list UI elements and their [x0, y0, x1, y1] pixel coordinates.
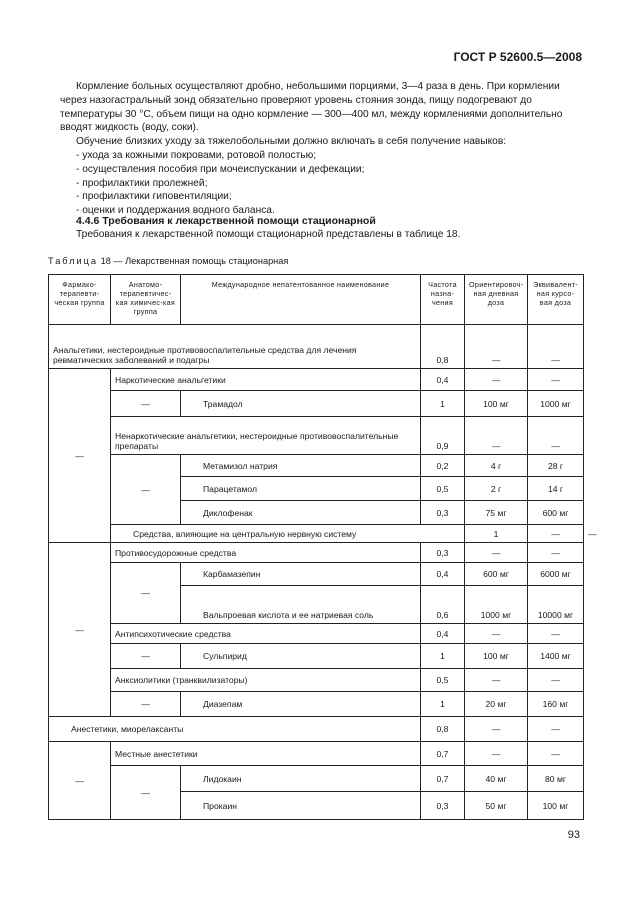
document-header: ГОСТ Р 52600.5—2008: [453, 50, 582, 64]
table-row: [49, 717, 584, 742]
skills-list: [76, 149, 364, 218]
row-name: Антипсихотические средства: [111, 624, 421, 644]
row-daily-dose: 2 г: [465, 477, 528, 501]
row-frequency: 1: [421, 692, 465, 717]
row-course-dose: —: [528, 742, 584, 766]
row-course-dose: —: [528, 717, 584, 742]
col-header-atc-group: Анатомо-терапевтичес-кая химичес-кая группа: [111, 275, 181, 325]
table-header-row: [49, 275, 584, 325]
row-frequency: 0,6: [421, 586, 465, 624]
row-frequency: 0,7: [421, 742, 465, 766]
row-frequency: 0,8: [421, 325, 465, 369]
table-row: Средства, влияющие на центральную нервную систему 1 — —: [49, 525, 584, 543]
row-name: Диазепам: [181, 692, 421, 717]
row-course-dose: 28 г: [528, 455, 584, 477]
row-name: Наркотические анальгетики: [111, 369, 421, 391]
row-course-dose: 100 мг: [528, 792, 584, 820]
row-frequency: 0,3: [421, 501, 465, 525]
col-header-daily-dose: Ориентировоч-ная дневная доза: [465, 275, 528, 325]
row-frequency: 0,4: [421, 624, 465, 644]
row-frequency: 0,9: [421, 417, 465, 455]
row-name: Карбамазепин: [181, 563, 421, 586]
row-name: Ненаркотические анальгетики, нестероидные противовоспалительные препараты: [111, 417, 421, 455]
row-daily-dose: 20 мг: [465, 692, 528, 717]
row-daily-dose: 50 мг: [465, 792, 528, 820]
col-header-inn: Международное непатентованное наименование: [181, 275, 421, 325]
row-daily-dose: 100 мг: [465, 644, 528, 669]
table-row: [49, 742, 584, 766]
row-name: Прокаин: [181, 792, 421, 820]
row-name: Анксиолитики (транквилизаторы): [111, 669, 421, 692]
row-course-dose: —: [528, 417, 584, 455]
row-daily-dose: —: [465, 624, 528, 644]
row-name: Местные анестетики: [111, 742, 421, 766]
row-daily-dose: —: [465, 543, 528, 563]
table-caption: [48, 256, 288, 266]
row-name: Сульпирид: [181, 644, 421, 669]
row-daily-dose: 75 мг: [465, 501, 528, 525]
row-course-dose: 1000 мг: [528, 391, 584, 417]
atc-group-dash: —: [111, 563, 181, 624]
list-item: - профилактики пролежней;: [76, 177, 208, 189]
col-header-frequency: Частота назна-чения: [421, 275, 465, 325]
row-frequency: 1: [465, 525, 528, 543]
pharm-group-dash: —: [49, 543, 111, 717]
row-course-dose: —: [528, 369, 584, 391]
list-item: - осуществления пособия при мочеиспускании и дефекации;: [76, 163, 365, 175]
row-daily-dose: —: [465, 325, 528, 369]
row-daily-dose: 100 мг: [465, 391, 528, 417]
paragraph-feeding: Кормление больных осуществляют дробно, небольшими порциями, 3—4 раза в день. При кормлении через назогастральный зонд обязательно проверяют уровень стояния зонда, пищу подогревают до температуры 30 °С, объем пищи на одно кормление — 300—400 мл, между кормлениями дополнительно вводят жидкость (воду, соки).: [60, 81, 563, 134]
page-number: 93: [567, 829, 580, 841]
pharm-group-dash: —: [49, 742, 111, 820]
table-row: [49, 369, 584, 391]
table-row: [49, 563, 584, 586]
table-row: [49, 624, 584, 644]
atc-group-dash: —: [111, 391, 181, 417]
medication-table: [48, 274, 597, 820]
row-name: Противосудорожные средства: [111, 543, 421, 563]
row-name: Трамадол: [181, 391, 421, 417]
table-row: [49, 669, 584, 692]
row-name: Анальгетики, нестероидные противовоспалительные средства для лечения ревматических заболеваний и подагры: [49, 325, 421, 369]
table-caption-text: 18 — Лекарственная помощь стационарная: [100, 256, 289, 266]
row-name: Метамизол натрия: [181, 455, 421, 477]
row-daily-dose: —: [465, 669, 528, 692]
table-row: [49, 455, 584, 477]
list-item: - оценки и поддержания водного баланса.: [76, 205, 275, 217]
row-frequency: 0,3: [421, 792, 465, 820]
table-row: [49, 644, 584, 669]
section-heading: 4.4.6 Требования к лекарственной помощи стационарной: [76, 215, 376, 227]
row-name: Средства, влияющие на центральную нервную систему: [111, 525, 465, 543]
table-row: [49, 692, 584, 717]
table-row: [49, 391, 584, 417]
row-daily-dose: —: [465, 369, 528, 391]
row-course-dose: 14 г: [528, 477, 584, 501]
paragraph-training: Обучение близких уходу за тяжелобольными должно включать в себя получение навыков:: [76, 136, 507, 147]
table-row: [49, 325, 584, 369]
pharm-group-dash: —: [49, 369, 111, 543]
row-daily-dose: —: [465, 417, 528, 455]
col-header-course-dose: Эквивалент-ная курсо-вая доза: [528, 275, 584, 325]
row-course-dose: 600 мг: [528, 501, 584, 525]
atc-group-dash: —: [111, 455, 181, 525]
row-course-dose: —: [528, 624, 584, 644]
row-name: Лидокаин: [181, 766, 421, 792]
table-caption-label: Таблица: [48, 256, 99, 266]
row-daily-dose: —: [465, 742, 528, 766]
row-course-dose: 80 мг: [528, 766, 584, 792]
list-item: - профилактики гиповентиляции;: [76, 191, 232, 203]
row-course-dose: 1400 мг: [528, 644, 584, 669]
table-row: [49, 417, 584, 455]
list-item: - ухода за кожными покровами, ротовой полостью;: [76, 150, 317, 161]
row-name: Вальпроевая кислота и ее натриевая соль: [181, 586, 421, 624]
row-course-dose: 160 мг: [528, 692, 584, 717]
section-text: Требования к лекарственной помощи стационарной представлены в таблице 18.: [76, 229, 461, 240]
row-course-dose: 10000 мг: [528, 586, 584, 624]
row-frequency: 0,8: [421, 717, 465, 742]
row-daily-dose: 600 мг: [465, 563, 528, 586]
atc-group-dash: —: [111, 766, 181, 820]
col-header-pharm-group: Фармако-терапевти-ческая группа: [49, 275, 111, 325]
row-name: Анестетики, миорелаксанты: [49, 717, 421, 742]
row-frequency: 0,2: [421, 455, 465, 477]
row-frequency: 0,4: [421, 563, 465, 586]
row-daily-dose: —: [528, 525, 584, 543]
row-frequency: 1: [421, 391, 465, 417]
row-name: Парацетамол: [181, 477, 421, 501]
atc-group-dash: —: [111, 644, 181, 669]
row-course-dose: 6000 мг: [528, 563, 584, 586]
atc-group-dash: —: [111, 692, 181, 717]
row-frequency: 1: [421, 644, 465, 669]
row-course-dose: —: [528, 325, 584, 369]
row-daily-dose: 40 мг: [465, 766, 528, 792]
table-row: [49, 543, 584, 563]
row-frequency: 0,5: [421, 669, 465, 692]
table-row: [49, 766, 584, 792]
row-name: Диклофенак: [181, 501, 421, 525]
row-frequency: 0,4: [421, 369, 465, 391]
row-course-dose: —: [528, 669, 584, 692]
row-daily-dose: —: [465, 717, 528, 742]
row-frequency: 0,7: [421, 766, 465, 792]
row-course-dose: —: [528, 543, 584, 563]
row-daily-dose: 4 г: [465, 455, 528, 477]
row-frequency: 0,3: [421, 543, 465, 563]
row-frequency: 0,5: [421, 477, 465, 501]
row-daily-dose: 1000 мг: [465, 586, 528, 624]
